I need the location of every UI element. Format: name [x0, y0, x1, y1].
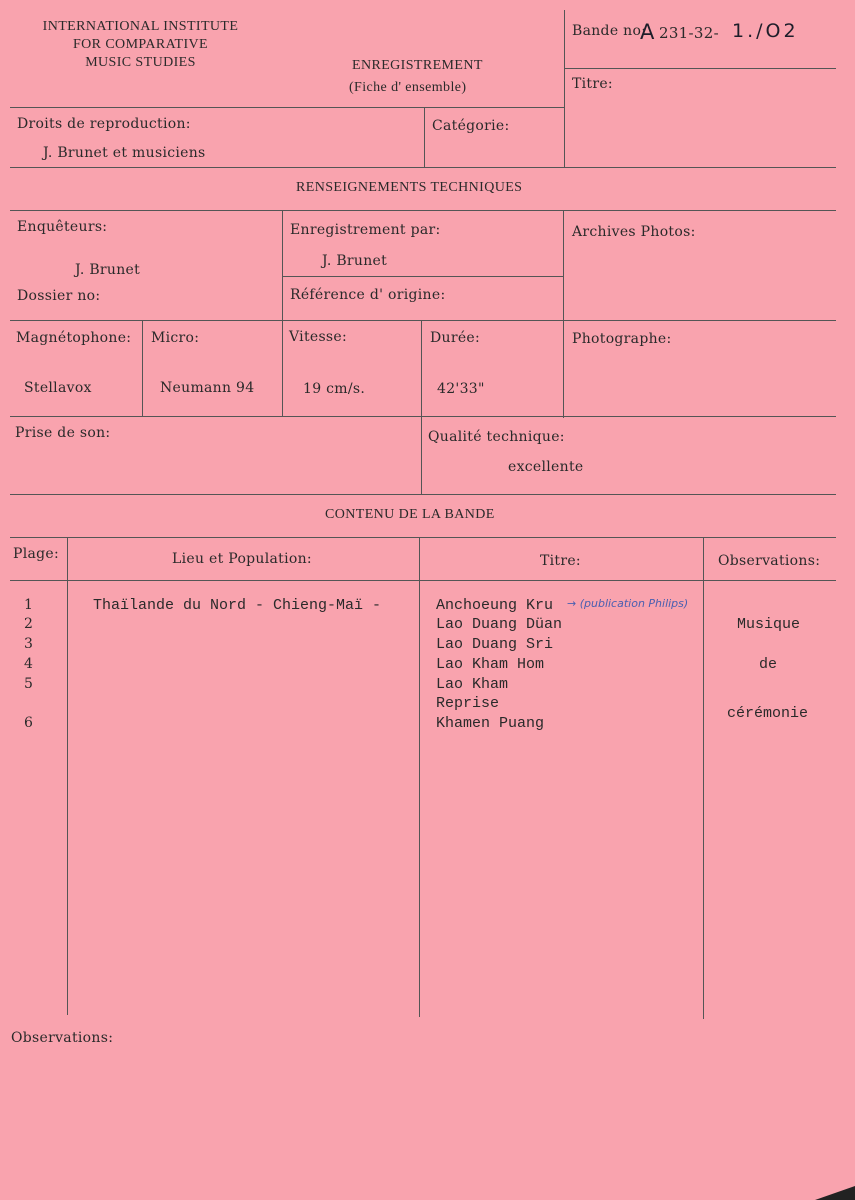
divider	[564, 68, 836, 69]
divider	[564, 10, 565, 168]
form-subtitle: (Fiche d' ensemble)	[349, 80, 467, 95]
photographe-label: Photographe:	[572, 331, 672, 347]
dossier-label: Dossier no:	[17, 288, 101, 304]
titre-row: Lao Kham	[436, 676, 509, 693]
duree-value: 42'33"	[437, 381, 485, 397]
page-corner-shadow	[815, 1186, 855, 1200]
bande-label: Bande no:	[572, 23, 647, 39]
section-tech-heading: RENSEIGNEMENTS TECHNIQUES	[296, 180, 523, 195]
bande-suffix: 1./O2	[732, 20, 799, 42]
vitesse-label: Vitesse:	[289, 329, 348, 345]
droits-value: J. Brunet et musiciens	[43, 145, 206, 161]
prise-label: Prise de son:	[15, 425, 111, 441]
magnetophone-label: Magnétophone:	[16, 330, 132, 346]
bande-number: 231-32-	[659, 24, 719, 42]
section-contenu-heading: CONTENU DE LA BANDE	[325, 507, 495, 522]
plage-number: 6	[24, 715, 34, 731]
vitesse-value: 19 cm/s.	[303, 381, 366, 397]
divider	[282, 210, 283, 320]
divider	[424, 107, 425, 167]
duree-label: Durée:	[430, 330, 481, 346]
divider	[10, 494, 836, 495]
plage-number: 4	[24, 656, 34, 672]
plage-number: 1	[24, 597, 34, 613]
divider	[282, 276, 563, 277]
institute-name	[18, 18, 263, 72]
titre-row: Lao Duang Sri	[436, 636, 554, 653]
institute-line: MUSIC STUDIES	[85, 55, 196, 70]
divider	[10, 416, 836, 417]
divider	[282, 320, 283, 416]
plage-number: 5	[24, 676, 34, 692]
reference-label: Référence d' origine:	[290, 287, 446, 303]
micro-value: Neumann 94	[160, 380, 255, 396]
qualite-value: excellente	[508, 459, 584, 475]
titre-row: Lao Kham Hom	[436, 656, 545, 673]
magnetophone-value: Stellavox	[24, 380, 92, 396]
titre-row: Khamen Puang	[436, 715, 545, 732]
lieu-value: Thaïlande du Nord - Chieng-Maï -	[93, 597, 382, 614]
plage-number: 3	[24, 636, 34, 652]
divider	[67, 537, 68, 1015]
micro-label: Micro:	[151, 330, 200, 346]
enqueteurs-label: Enquêteurs:	[17, 219, 108, 235]
categorie-label: Catégorie:	[432, 118, 510, 134]
divider	[142, 320, 143, 416]
institute-line: INTERNATIONAL INSTITUTE	[42, 19, 239, 34]
droits-label: Droits de reproduction:	[17, 116, 191, 132]
divider	[10, 537, 836, 538]
divider	[421, 320, 422, 494]
bande-prefix: A	[640, 20, 655, 44]
divider	[419, 537, 420, 1017]
plage-number: 2	[24, 616, 34, 632]
col-lieu-header: Lieu et Population:	[172, 551, 312, 567]
divider	[10, 580, 836, 581]
divider	[10, 210, 836, 211]
col-obs-header: Observations:	[718, 553, 821, 569]
enregistrement-par-label: Enregistrement par:	[290, 222, 441, 238]
titre-row: Reprise	[436, 695, 500, 712]
archives-label: Archives Photos:	[572, 224, 696, 240]
divider	[10, 320, 836, 321]
col-titre-header: Titre:	[540, 553, 581, 569]
obs-line: de	[759, 656, 778, 673]
handwritten-annotation: → (publication Philips)	[567, 597, 689, 610]
col-plage-header: Plage:	[13, 546, 60, 562]
observations-label: Observations:	[11, 1030, 114, 1046]
form-title: ENREGISTREMENT	[352, 58, 483, 73]
divider	[10, 107, 564, 108]
titre-label: Titre:	[572, 76, 613, 92]
obs-line: cérémonie	[727, 705, 809, 722]
institute-line: FOR COMPARATIVE	[72, 37, 208, 52]
divider	[563, 210, 564, 418]
titre-row: Lao Duang Düan	[436, 616, 563, 633]
enqueteurs-value: J. Brunet	[75, 262, 141, 278]
obs-line: Musique	[737, 616, 801, 633]
enregistrement-par-value: J. Brunet	[322, 253, 388, 269]
titre-row: Anchoeung Kru	[436, 597, 554, 614]
divider	[703, 537, 704, 1019]
divider	[10, 167, 836, 168]
qualite-label: Qualité technique:	[428, 429, 565, 445]
